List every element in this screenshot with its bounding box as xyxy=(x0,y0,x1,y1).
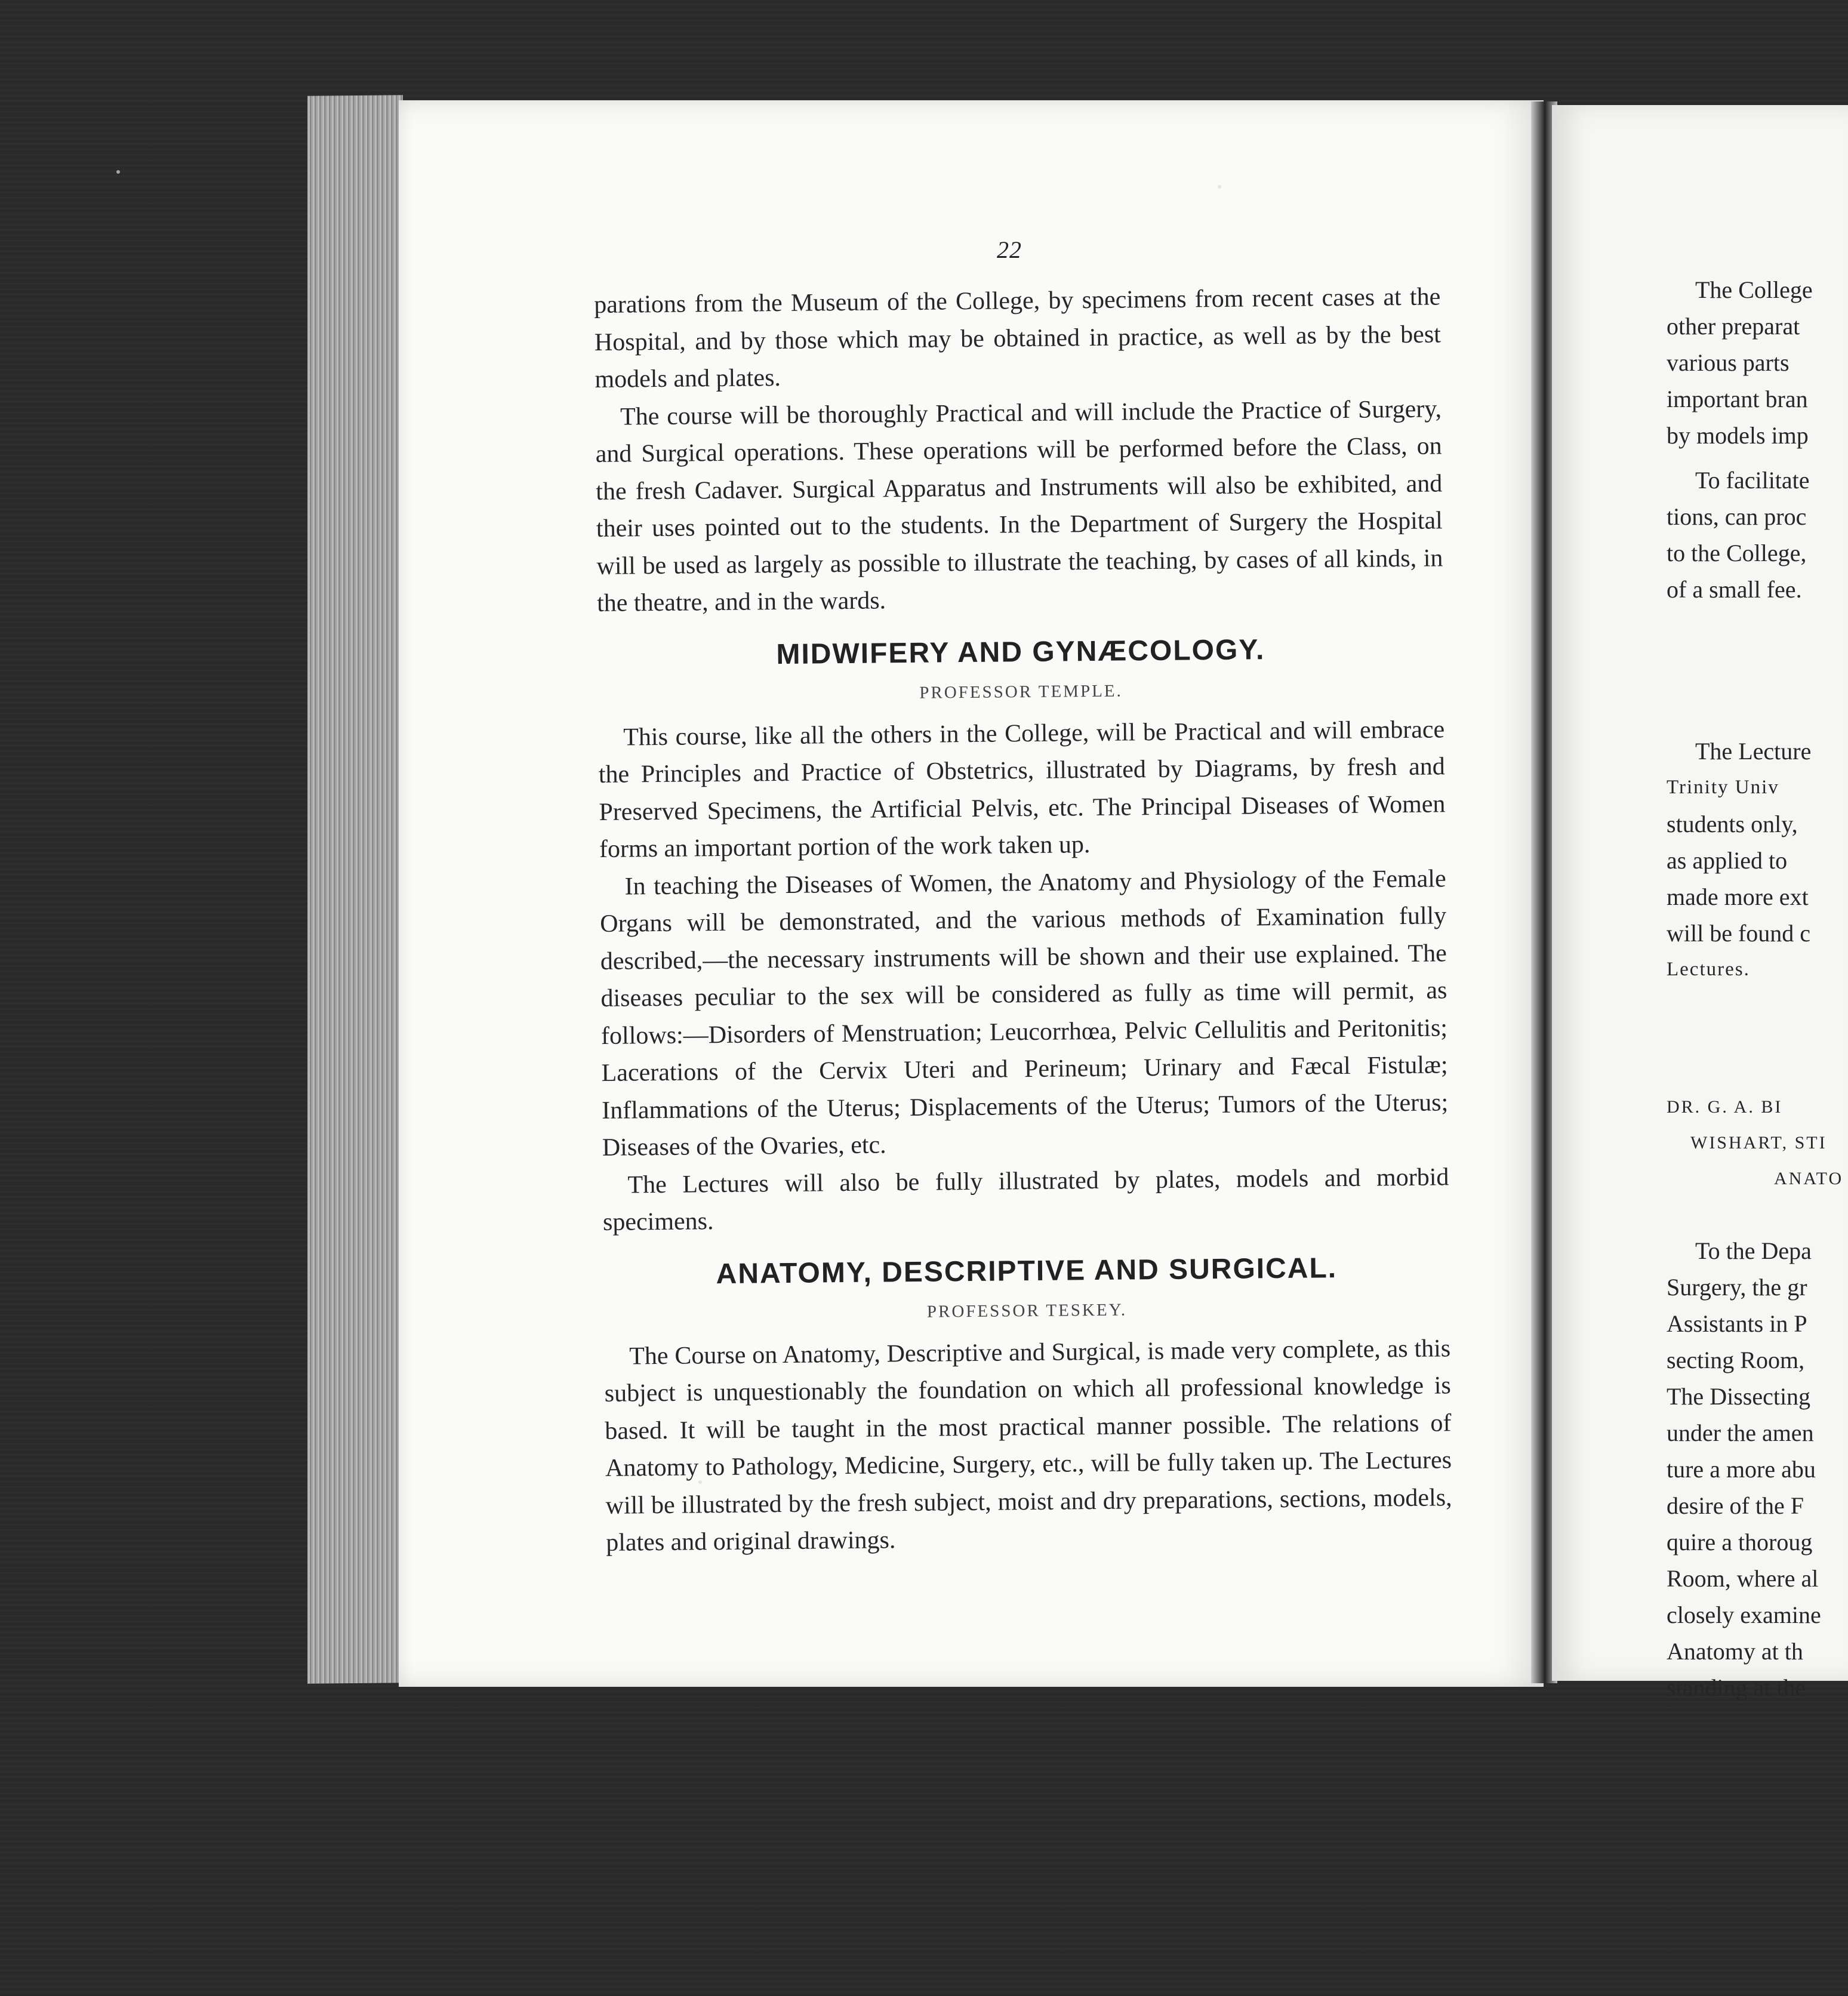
text-line: as applied to xyxy=(1667,847,1788,874)
text-line: WISHART, STI xyxy=(1690,1133,1827,1153)
text-line: Trinity Univ xyxy=(1667,777,1779,798)
text-line: The Lecture xyxy=(1695,738,1812,765)
text-line: Anatomy at th xyxy=(1667,1638,1803,1665)
paragraph: In teaching the Diseases of Women, the Anatomy and Physiology of the Female Organs will be demonstrated, and the various methods of Examination fully described,—the necessary instruments will be shown and their use explained. The diseases peculiar to the sex will be considered as fully as time will permit, as follows:—Disorders of Menstruation; Leucorrhœa, Pelvic Cellulitis and Peritonitis; Lacerations of the Cervix Uteri and Perineum; Urinary and Fæcal Fistulæ; Inflammations of the Uterus; Displacements of the Uterus; Tumors of the Uterus; Diseases of the Ovaries, etc. xyxy=(600,864,1449,1162)
text-line: Surgery, the gr xyxy=(1667,1274,1807,1301)
left-page-text xyxy=(594,278,1452,1561)
text-line: quire a thoroug xyxy=(1667,1529,1813,1555)
text-line: closely examine xyxy=(1667,1601,1821,1628)
text-line: DR. G. A. BI xyxy=(1667,1097,1783,1117)
text-line: Room, where al xyxy=(1667,1565,1819,1592)
section-heading-anatomy: ANATOMY, DESCRIPTIVE AND SURGICAL. xyxy=(716,1252,1338,1290)
text-line: of a small fee. xyxy=(1667,576,1802,603)
text-line: Assistants in P xyxy=(1667,1310,1807,1337)
paragraph: The Course on Anatomy, Descriptive and Surgical, is made very complete, as this subject is unquestionably the foundation on which all professional knowledge is based. It will be taught in the most practical manner possible. The relations of Anatomy to Pathology, Medicine, Surgery, etc., will be fully taken up. The Lectures will be illustrated by the fresh subject, moist and dry preparations, sections, models, plates and original drawings. xyxy=(604,1334,1452,1557)
text-line: standing at the xyxy=(1667,1674,1806,1701)
text-line: by models imp xyxy=(1667,422,1809,449)
professor-line: PROFESSOR TESKEY. xyxy=(926,1300,1128,1322)
text-line: tions, can proc xyxy=(1667,503,1807,530)
text-block xyxy=(1667,462,1848,608)
right-page-text xyxy=(1667,272,1848,1706)
page-number: 22 xyxy=(997,236,1022,263)
text-line: to the College, xyxy=(1667,540,1807,566)
text-line: students only, xyxy=(1667,811,1798,837)
page-edges xyxy=(307,95,403,1683)
section-heading-midwifery: MIDWIFERY AND GYNÆCOLOGY. xyxy=(776,633,1265,670)
text-line: other preparat xyxy=(1667,313,1800,340)
text-line: ture a more abu xyxy=(1667,1456,1816,1483)
paragraph: parations from the Museum of the College, by specimens from recent cases at the Hospital, and by those which may be obtained in practice, as well as by the best models and plates. xyxy=(594,283,1442,393)
dust-speck xyxy=(1218,185,1221,189)
text-line: Lectures. xyxy=(1667,959,1750,980)
text-line: will be found c xyxy=(1667,920,1811,947)
text-line: The Dissecting xyxy=(1667,1383,1811,1410)
dust-speck xyxy=(116,170,120,174)
text-block xyxy=(1667,1233,1848,1706)
paragraph: The course will be thoroughly Practical and will include the Practice of Surgery, and Surgical operations. These operations will be performed before the Class, on the fresh Cadaver. Surgical Apparatus and Instruments will also be exhibited, and their uses pointed out to the students. In the Department of Surgery the Hospital will be used as largely as possible to illustrate the teaching, by cases of all kinds, in the theatre, and in the wards. xyxy=(595,395,1443,617)
text-line: To facilitate xyxy=(1695,467,1810,494)
text-line: under the amen xyxy=(1667,1419,1814,1446)
text-line: desire of the F xyxy=(1667,1492,1804,1519)
text-line: secting Room, xyxy=(1667,1347,1805,1373)
text-line: ANATO xyxy=(1774,1169,1844,1188)
text-block xyxy=(1667,733,1848,988)
text-line: various parts xyxy=(1667,349,1790,376)
text-block xyxy=(1667,1089,1848,1197)
professor-line: PROFESSOR TEMPLE. xyxy=(919,681,1123,703)
paragraph: The Lectures will also be fully illustrated by plates, models and morbid specimens. xyxy=(602,1163,1449,1236)
text-block xyxy=(1667,272,1848,454)
text-line: The College xyxy=(1695,276,1813,303)
text-line: To the Depa xyxy=(1695,1237,1812,1264)
paragraph: This course, like all the others in the College, will be Practical and will embrace the Principles and Practice of Obstetrics, illustrated by Diagrams, by fresh and Preserved Specimens, the Artificial Pelvis, etc. The Principal Diseases of Women forms an important portion of the work taken up. xyxy=(598,715,1446,863)
text-line: important bran xyxy=(1667,386,1808,412)
text-line: made more ext xyxy=(1667,883,1809,910)
